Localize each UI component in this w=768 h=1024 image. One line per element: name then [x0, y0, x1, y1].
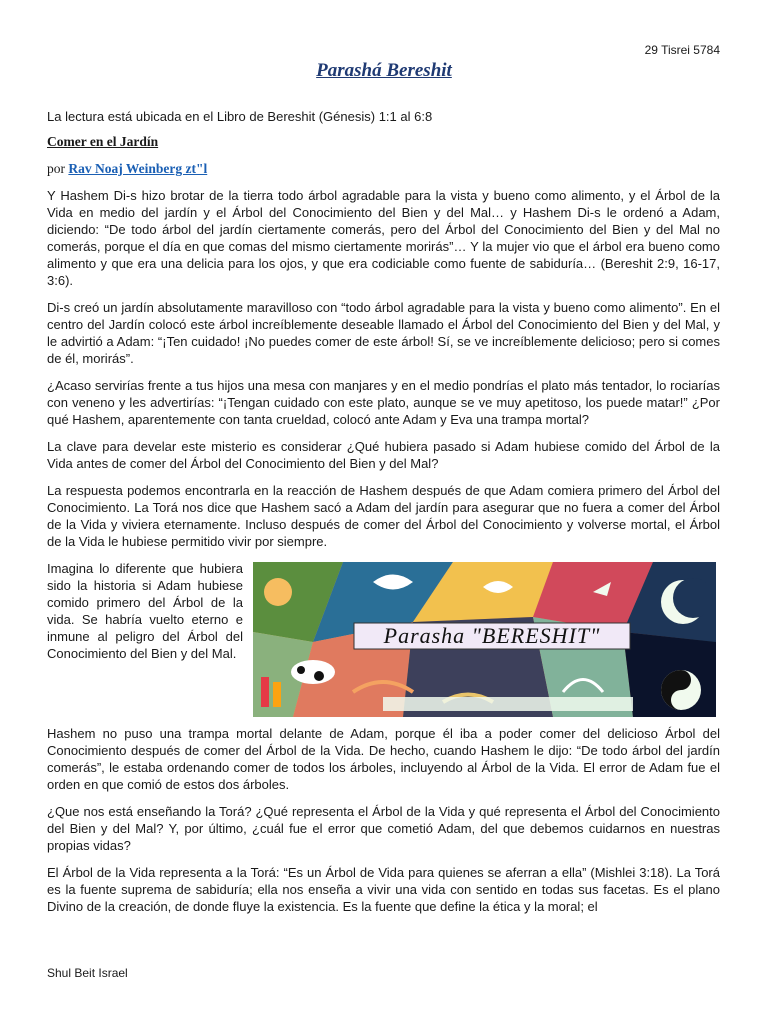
page-title: Parashá Bereshit: [316, 60, 452, 81]
intro-line: La lectura está ubicada en el Libro de Bereshit (Génesis) 1:1 al 6:8: [47, 109, 433, 124]
author-link[interactable]: Rav Noaj Weinberg zt"l: [68, 161, 208, 176]
paragraph-3: ¿Acaso servirías frente a tus hijos una mesa con manjares y en el medio pondrías el plato más tentador, lo rociarías con veneno y les advertirías: “¡Tengan cuidado con este plato, aunque se ve muy apetitoso, los puede matar!” ¿Por qué Hashem, aparentemente con tanta crueldad, colocó ante Adam y Eva una trampa mortal?: [47, 378, 720, 427]
paragraph-6: Imagina lo diferente que hubiera sido la historia si Adam hubiese comido primero del Árbol de la vida. Se habría vuelto eterno e inmune al peligro del Árbol del Conocimiento del Bien y del Mal.: [47, 561, 243, 661]
paragraph-1: Y Hashem Di-s hizo brotar de la tierra todo árbol agradable para la vista y bueno como alimento, y el Árbol de la Vida en medio del jardín y el Árbol del Conocimiento del Bien y del Mal… y Hashem Di-s le ordenó a Adam, diciendo: “De todo árbol del jardín ciertamente comerás, pero del Árbol del Conocimiento del Bien y del Mal no comerás, porque el día en que comas del mismo ciertamente morirás”… Y la mujer vio que el árbol era bueno como alimento y que era una delicia para los ojos, y que era codiciable como fuente de sabiduría… (Bereshit 2:9, 16-17, 3:6).: [47, 188, 720, 288]
paragraph-7: Hashem no puso una trampa mortal delante de Adam, porque él iba a poder comer del delicioso Árbol del Conocimiento después de comer del Árbol de la Vida. De hecho, cuando Hashem le dijo: “De todo árbol del jardín comerás”, le estaba ordenando comer de todos los árboles, incluyendo al Árbol de la Vida. El error de Adam fue el orden en que comió de estos dos árboles.: [47, 726, 720, 792]
article-body: [47, 108, 720, 925]
paragraph-2: Di-s creó un jardín absolutamente maravilloso con “todo árbol agradable para la vista y bueno como alimento”. En el centro del Jardín colocó este árbol increíblemente deseable llamado el Árbol del Conocimiento del Bien y del Mal, y le advirtió a Adam: “¡Ten cuidado! ¡No puedes comer de este árbol! Sí, se ve increíblemente delicioso; pero si comes de él, morirás”.: [47, 300, 720, 366]
paragraph-9: El Árbol de la Vida representa a la Torá: “Es un Árbol de Vida para quienes se aferran a ella” (Mishlei 3:18). La Torá es la fuente suprema de sabiduría; ella nos enseña a vivir una vida con sentido en todas sus facetas. Es el plano Divino de la creación, de donde fluye la existencia. Es la fuente que define la ética y la moral; el: [47, 865, 720, 914]
paragraph-5: La respuesta podemos encontrarla en la reacción de Hashem después de que Adam comiera primero del Árbol del Conocimiento. La Torá nos dice que Hashem sacó a Adam del jardín para asegurar que no fuera a comer del Árbol de la Vida y viviera eternamente. Incluso después de comer del Árbol del Conocimiento y volverse mortal, el Árbol de la Vida le hubiese permitido vivir por siempre.: [47, 483, 720, 549]
byline-prefix: por: [47, 161, 65, 176]
figure-block: [47, 560, 720, 719]
section-title: Comer en el Jardín: [47, 134, 159, 149]
banner-caption: Parasha "BERESHIT": [383, 623, 601, 648]
paragraph-4: La clave para develar este misterio es considerar ¿Qué hubiera pasado si Adam hubiese comido del Árbol de la Vida antes de comer del Árbol del Conocimiento del Bien y del Mal?: [47, 439, 720, 471]
paragraph-8: ¿Que nos está enseñando la Torá? ¿Qué representa el Árbol de la Vida y qué representa el Árbol del Conocimiento del Bien y del Mal? Y, por último, ¿cuál fue el error que cometió Adam, del que debemos cuidarnos en nuestras propias vidas?: [47, 804, 720, 853]
bereshit-banner-image: [253, 562, 716, 717]
byline: [47, 160, 720, 177]
footer-org: Shul Beit Israel: [47, 966, 128, 980]
date: 29 Tisrei 5784: [644, 43, 720, 57]
